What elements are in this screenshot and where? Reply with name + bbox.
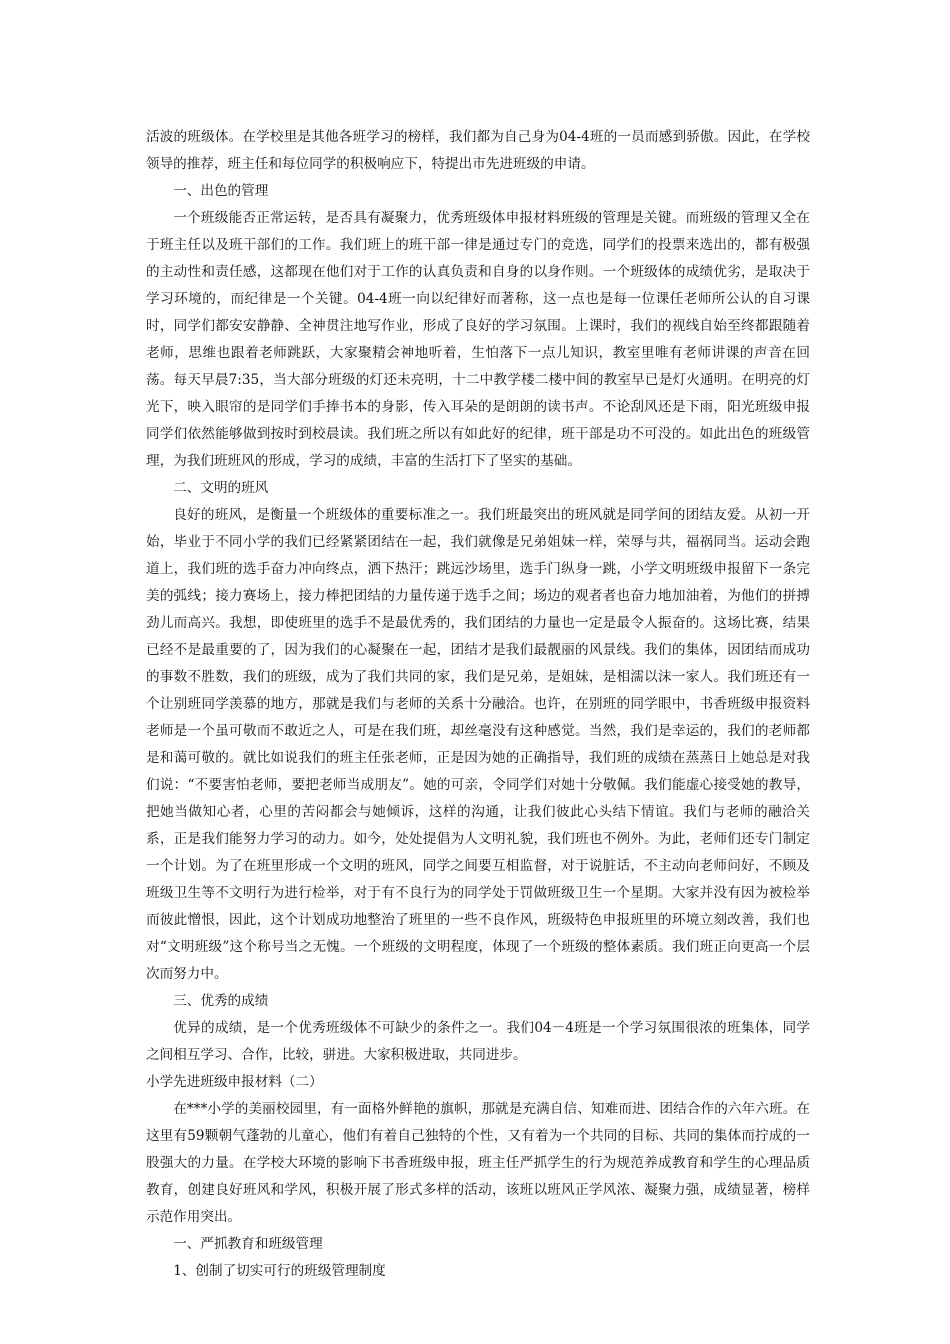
class-style-paragraph: 良好的班风，是衡量一个班级体的重要标准之一。我们班最突出的班风就是同学间的团结友爱。从初一开始，毕业于不同小学的我们已经紧紧团结在一起，我们就像是兄弟姐妹一样，荣辱与共，福祸同当。运动会跑道上，我们班的选手奋力冲向终点，洒下热汗；跳远沙场里，选手门纵身一跳，小学文明班级申报留下一条完美的弧线；接力赛场上，接力棒把团结的力量传递于选手之间；场边的观者者也奋力地加油着，为他们的拼搏劲儿而高兴。我想，即使班里的选手不是最优秀的，我们团结的力量也一定是最令人振奋的。这场比赛，结果已经不是最重要的了，因为我们的心凝聚在一起，团结才是我们最靓丽的风景线。我们的集体，因团结而成功的事数不胜数，我们的班级，成为了我们共同的家，我们是兄弟，是姐妹，是相濡以沫一家人。我们班还有一个让别班同学羡慕的地方，那就是我们与老师的关系十分融洽。也许，在别班的同学眼中，书香班级申报资料老师是一个虽可敬而不敢近之人，可是在我们班，却丝毫没有这种感觉。当然，我们是幸运的，我们的老师都是和蔼可敬的。就比如说我们的班主任张老师，正是因为她的正确指导，我们班的成绩在蒸蒸日上她总是对我们说：“不要害怕老师，要把老师当成朋友”。她的可亲，令同学们对她十分敬佩。我们能虚心接受她的教导，把她当做知心者，心里的苦闷都会与她倾诉，这样的沟通，让我们彼此心头结下情谊。我们与老师的融洽关系，正是我们能努力学习的动力。如今，处处提倡为人文明礼貌，我们班也不例外。为此，老师们还专门制定一个计划。为了在班里形成一个文明的班风，同学之间要互相监督，对于说脏话，不主动向老师问好，不顾及班级卫生等不文明行为进行检举，对于有不良行为的同学处于罚做班级卫生一个星期。大家并没有因为被检举而彼此憎恨，因此，这个计划成功地整治了班里的一些不良作风，班级特色申报班里的环境立刻改善，我们也对“文明班级”这个称号当之无愧。一个班级的文明程度，体现了一个班级的整体素质。我们班正向更高一个层次而努力中。 [146, 507, 810, 982]
section-heading-management: 一、出色的管理 [173, 183, 269, 199]
management-paragraph: 一个班级能否正常运转，是否具有凝聚力，优秀班级体申报材料班级的管理是关键。而班级的管理又全在于班主任以及班干部们的工作。我们班上的班干部一律是通过专门的竞选，同学们的投票来选出的，都有极强的主动性和责任感，这都现在他们对于工作的认真负责和自身的以身作则。一个班级体的成绩优劣，是取决于学习环境的，而纪律是一个关键。04-4班一向以纪律好而著称，这一点也是每一位课任老师所公认的自习课时，同学们都安安静静、全神贯注地写作业，形成了良好的学习氛围。上课时，我们的视线自始至终都跟随着老师，思维也跟着老师跳跃，大家聚精会神地听着，生怕落下一点儿知识，教室里唯有老师讲课的声音在回荡。每天早晨7:35，当大部分班级的灯还未亮明，十二中教学楼二楼中间的教室早已是灯火通明。在明亮的灯光下，映入眼帘的是同学们手捧书本的身影，传入耳朵的是朗朗的读书声。不论刮风还是下雨，阳光班级申报同学们依然能够做到按时到校晨读。我们班之所以有如此好的纪律，班干部是功不可没的。如此出色的班级管理，为我们班班风的形成，学习的成绩，丰富的生活打下了坚实的基础。 [146, 210, 810, 469]
achievements-paragraph: 优异的成绩，是一个优秀班级体不可缺少的条件之一。我们04－4班是一个学习氛围很浓的班集体，同学之间相互学习、合作，比较，骈进。大家积极进取，共同进步。 [146, 1020, 810, 1063]
section-heading-education: 一、严抓教育和班级管理 [173, 1236, 323, 1252]
second-doc-intro-paragraph: 在***小学的美丽校园里，有一面格外鲜艳的旗帜，那就是充满自信、知难而进、团结合作的六年六班。在这里有59颗朝气蓬勃的儿童心，他们有着自己独特的个性，又有着为一个共同的目标、共同的集体而拧成的一股强大的力量。在学校大环境的影响下书香班级申报，班主任严抓学生的行为规范养成教育和学生的心理品质教育，创建良好班风和学风，积极开展了形式多样的活动，该班以班风正学风浓、凝聚力强，成绩显著，榜样示范作用突出。 [146, 1101, 810, 1225]
section-heading-class-style: 二、文明的班风 [173, 480, 269, 496]
document-body [146, 124, 810, 1285]
intro-paragraph: 活波的班级体。在学校里是其他各班学习的榜样，我们都为自己身为04-4班的一员而感到骄傲。因此，在学校领导的推荐，班主任和每位同学的积极响应下，特提出市先进班级的申请。 [146, 129, 810, 172]
subsection-heading-rules: 1、创制了切实可行的班级管理制度 [173, 1263, 386, 1279]
section-heading-achievements: 三、优秀的成绩 [173, 993, 269, 1009]
document-subtitle: 小学先进班级申报材料（二） [146, 1074, 323, 1090]
